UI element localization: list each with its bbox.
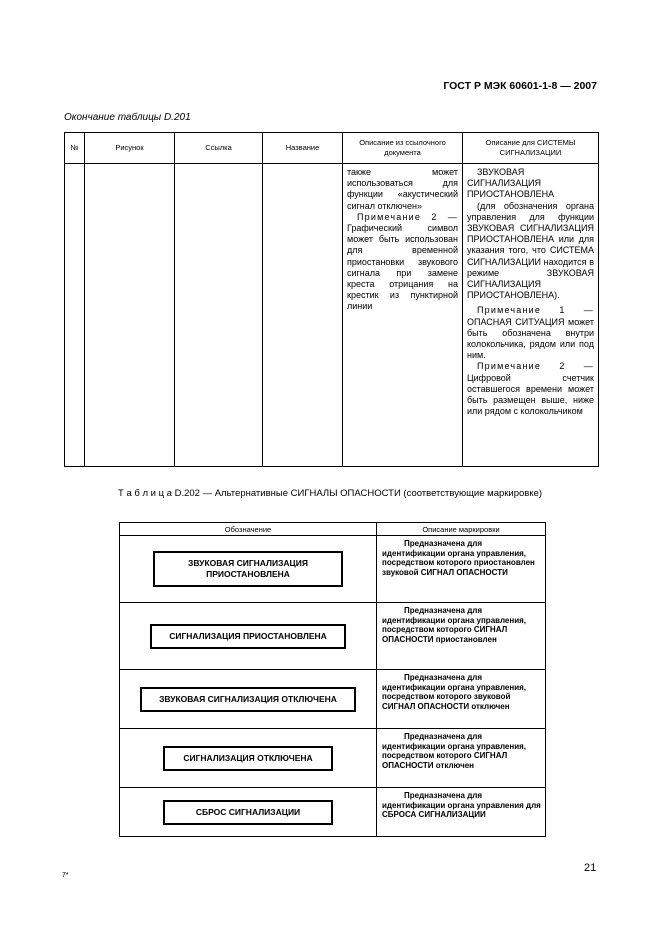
note-text: Цифровой счетчик оставшегося времени может быть размещен выше, ниже или рядом с колокольчиком — [467, 372, 594, 417]
marking-cell — [120, 670, 377, 729]
marking-label-box: ЗВУКОВАЯ СИГНАЛИЗАЦИЯ ПРИОСТАНОВЛЕНА — [153, 551, 343, 587]
marking-label-box: СБРОС СИГНАЛИЗАЦИИ — [163, 800, 333, 825]
cell-name — [263, 164, 343, 467]
note-label: Примечание 2 — — [477, 361, 594, 372]
marking-cell — [120, 729, 377, 788]
marking-description: Предназначена для идентификации органа управления, посредством которого приостановлен звуковой СИГНАЛ ОПАСНОСТИ — [377, 536, 546, 603]
marking-cell — [120, 536, 377, 603]
col-figure: Рисунок — [85, 133, 175, 164]
note-label: Примечание 1 — — [477, 305, 594, 316]
marking-label-box: СИГНАЛИЗАЦИЯ ПРИОСТАНОВЛЕНА — [150, 624, 346, 649]
cell-number — [65, 164, 85, 467]
alarm-desc-note-1 — [467, 305, 594, 361]
cell-figure — [85, 164, 175, 467]
table-header-row — [65, 133, 599, 164]
alarm-desc-note-2 — [467, 361, 594, 417]
cell-alarm-description — [463, 164, 599, 467]
table-row — [120, 788, 546, 837]
marking-description: Предназначена для идентификации органа управления, посредством которого СИГНАЛ ОПАСНОСТИ отключен — [377, 729, 546, 788]
col-ref-description: Описание из ссылочного документа — [343, 133, 463, 164]
marking-cell — [120, 603, 377, 670]
note-text: ОПАСНАЯ СИТУАЦИЯ может быть обозначена внутри колокольчика, рядом или под ним. — [467, 316, 594, 361]
page-number: 21 — [584, 862, 597, 874]
standard-header: ГОСТ Р МЭК 60601-1-8 — 2007 — [443, 80, 597, 92]
note-label: Примечание 2 — — [357, 211, 458, 222]
table-row — [120, 670, 546, 729]
alarm-desc-paragraph: (для обозначения органа управления для функции ЗВУКОВАЯ СИГНАЛИЗАЦИЯ ПРИОСТАНОВЛЕНА или для указания того, что СИСТЕМА СИГНАЛИЗАЦИИ находится в режиме ЗВУКОВАЯ СИГНАЛИЗАЦИЯ ПРИОСТАНОВЛЕНА). — [467, 200, 594, 301]
table-header-row — [120, 523, 546, 536]
marking-description: Предназначена для идентификации органа управления для СБРОСА СИГНАЛИЗАЦИИ — [377, 788, 546, 837]
col-name: Название — [263, 133, 343, 164]
col-designation: Обозначение — [120, 523, 377, 536]
marking-description: Предназначена для идентификации органа управления, посредством которого звуковой СИГНАЛ ОПАСНОСТИ отключен — [377, 670, 546, 729]
ref-desc-note-2 — [347, 212, 458, 313]
col-number: № — [65, 133, 85, 164]
cell-ref-description — [343, 164, 463, 467]
table-row — [65, 164, 599, 467]
cell-reference — [175, 164, 263, 467]
marking-description: Предназначена для идентификации органа управления, посредством которого СИГНАЛ ОПАСНОСТИ приостановлен — [377, 603, 546, 670]
marking-cell — [120, 788, 377, 837]
table-continuation-caption: Окончание таблицы D.201 — [64, 112, 191, 123]
table-d202-caption: Т а б л и ц а D.202 — Альтернативные СИГНАЛЫ ОПАСНОСТИ (соответствующие маркировке) — [118, 488, 543, 499]
marking-label-box: СИГНАЛИЗАЦИЯ ОТКЛЮЧЕНА — [163, 746, 333, 771]
alarm-desc-title: ЗВУКОВАЯ СИГНАЛИЗАЦИЯ ПРИОСТАНОВЛЕНА — [467, 167, 555, 200]
note-text: Графический символ может быть использован для временной приостановки звукового сигнала при замене креста отрицания на крестик из пунктирной линии — [347, 223, 458, 312]
table-d202 — [119, 522, 546, 837]
col-reference: Ссылка — [175, 133, 263, 164]
col-marking-description: Описание маркировки — [377, 523, 546, 536]
table-row — [120, 536, 546, 603]
table-d201-continuation — [64, 132, 599, 467]
ref-desc-paragraph: также может использоваться для функции «акустический сигнал отключен» — [347, 167, 458, 211]
table-row — [120, 603, 546, 670]
col-alarm-description: Описание для СИСТЕМЫ СИГНАЛИЗАЦИИ — [463, 133, 599, 164]
signature-mark: 7* — [62, 872, 69, 879]
marking-label-box: ЗВУКОВАЯ СИГНАЛИЗАЦИЯ ОТКЛЮЧЕНА — [140, 687, 356, 712]
table-row — [120, 729, 546, 788]
